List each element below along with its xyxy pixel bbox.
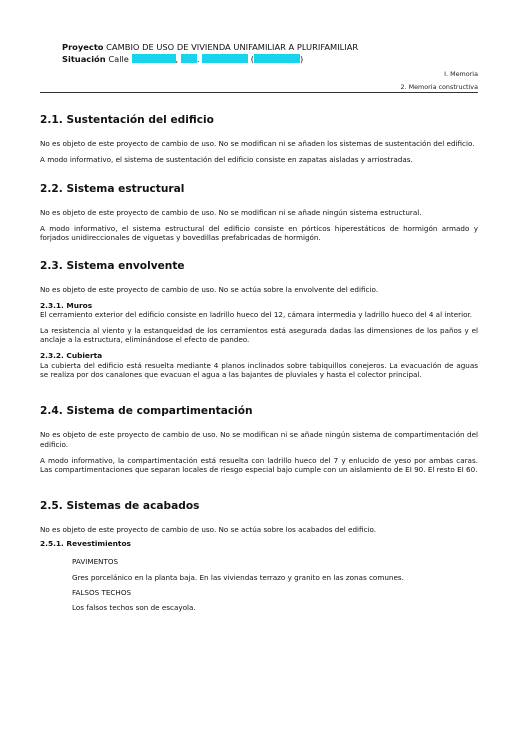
redacted-city (254, 54, 300, 63)
paragraph: El cerramiento exterior del edificio consiste en ladrillo hueco del 12, cámara intermedia y ladrillo hueco del 4 al interior. (40, 310, 473, 320)
paragraph: No es objeto de este proyecto de cambio de uso. No se actúa sobre los acabados del edificio. (40, 525, 377, 535)
subheading-2-3-2: 2.3.2. Cubierta (40, 351, 103, 361)
project-value: CAMBIO DE USO DE VIVIENDA UNIFAMILIAR A PLURIFAMILIAR (106, 42, 359, 52)
paragraph: No es objeto de este proyecto de cambio de uso. No se modifican ni se añaden los sistemas de sustentación del edificio. (40, 139, 475, 148)
heading-2-5: 2.5. Sistemas de acabados (40, 500, 200, 513)
location-street: Calle (108, 54, 129, 64)
paragraph: La cubierta del edificio está resuelta mediante 4 planos inclinados sobre tabiquillos conejeros. La evacuación de aguas se realiza por dos canalones que evacuan el agua a las bajantes de pluviales y hasta el colector principal. (40, 360, 478, 379)
paragraph: No es objeto de este proyecto de cambio de uso. No se actúa sobre la envolvente del edificio. (40, 285, 378, 295)
location-line: Situación Calle , . ( ) (62, 54, 304, 64)
project-line (62, 42, 358, 53)
section-subtitle: 2. Memoria constructiva (400, 83, 478, 91)
list-item: Gres porcelánico en la planta baja. En las viviendas terrazo y granito en las zonas comunes. (72, 572, 404, 582)
paragraph: No es objeto de este proyecto de cambio de uso. No se modifican ni se añade ningún sistema de compartimentación del edificio. (40, 430, 478, 449)
redacted-number (181, 54, 197, 63)
paragraph: A modo informativo, el sistema de sustentación del edificio consiste en zapatas aisladas y arriostradas. (40, 155, 413, 165)
redacted-street (132, 54, 176, 63)
header-divider (40, 92, 478, 93)
paragraph: La resistencia al viento y la estanqueidad de los cerramientos está asegurada dadas las dimensiones de los paños y el anclaje a la estructura, eliminándose el efecto de pandeo. (40, 325, 478, 344)
project-label: Proyecto (62, 42, 104, 52)
section-title: I. Memoria (444, 70, 478, 78)
list-item: Los falsos techos son de escayola. (72, 603, 196, 613)
heading-2-4: 2.4. Sistema de compartimentación (40, 405, 253, 418)
paragraph: A modo informativo, el sistema estructural del edificio consiste en pórticos hiperestáticos de hormigón armado y forjados unidireccionales de viguetas y bovedillas prefabricadas de hormigón. (40, 223, 478, 243)
subheading-2-5-1: 2.5.1. Revestimientos (40, 538, 131, 548)
subheading-2-3-1: 2.3.1. Muros (40, 300, 93, 310)
paragraph: A modo informativo, la compartimentación está resuelta con ladrillo hueco del 7 y enlucido de yeso por ambas caras. Las compartimentaciones que separan locales de riesgo especial bajo cumple con un aislamiento de EI 90. El resto EI 60. (40, 455, 478, 475)
redacted-postcode (202, 54, 248, 63)
list-item: PAVIMENTOS (72, 557, 119, 567)
heading-2-1: 2.1. Sustentación del edificio (40, 114, 214, 126)
location-label: Situación (62, 54, 106, 64)
paragraph: No es objeto de este proyecto de cambio de uso. No se modifican ni se añade ningún sistema estructural. (40, 207, 422, 217)
main-content (40, 114, 478, 612)
list-item: FALSOS TECHOS (72, 587, 132, 597)
heading-2-2: 2.2. Sistema estructural (40, 182, 185, 195)
heading-2-3: 2.3. Sistema envolvente (40, 260, 185, 273)
